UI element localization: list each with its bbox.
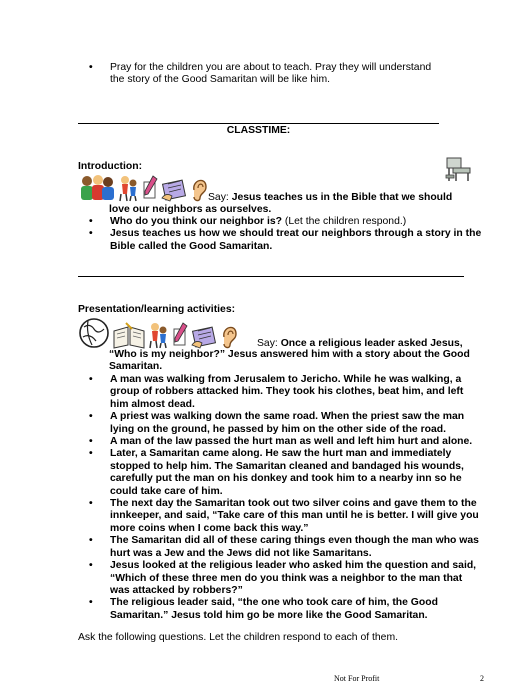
list-item	[80, 374, 525, 411]
question-text: Who do you think our neighbor is?	[110, 216, 283, 227]
classroom-desk-icon	[444, 155, 472, 183]
list-line: Jesus looked at the religious leader who asked him the question and said,	[110, 560, 477, 572]
list-line: hurt was a Jew and the Jews did not like Samaritans.	[110, 547, 372, 559]
list-line: Jesus teaches us how we should treat our neighbors through a story in the	[110, 228, 482, 240]
question-note: (Let the children respond.)	[282, 216, 407, 227]
list-line: A priest was walking down the same road. When the priest saw the man	[110, 411, 465, 423]
list-line: A man was walking from Jerusalem to Jericho. While he was walking, a	[110, 374, 462, 385]
list-line: more coins when I come back this way.”	[110, 522, 309, 534]
presentation-say-continuation	[109, 349, 470, 374]
hand-writing-icon	[160, 176, 188, 202]
list-item	[80, 436, 525, 448]
say-text: Once a religious leader asked Jesus,	[280, 338, 463, 349]
list-item	[80, 228, 520, 253]
list-line: him almost dead.	[110, 398, 195, 410]
list-item	[80, 216, 520, 228]
say-text: “Who is my neighbor?” Jesus answered him with a story about the Good	[109, 349, 470, 360]
list-item	[80, 597, 525, 622]
open-bible-icon	[112, 321, 146, 349]
section-divider	[78, 276, 464, 277]
list-line: “Which of these three men do you think was a neighbor to the man that	[110, 572, 463, 584]
list-line: A man of the law passed the hurt man as well and left him hurt and alone.	[110, 436, 473, 448]
intro-list	[80, 216, 520, 253]
list-line: group of robbers attacked him. They took his clothes, beat him, and left	[110, 386, 464, 398]
list-line: The next day the Samaritan took out two silver coins and gave them to the	[110, 498, 477, 510]
list-line: Bible called the Good Samaritan.	[110, 240, 273, 252]
list-line: could take care of him.	[110, 485, 223, 497]
list-line: carefully put the man on his donkey and took him to a nearby inn so he	[110, 473, 462, 485]
pencil-paper-icon	[142, 174, 158, 202]
list-item	[80, 535, 525, 560]
intro-icon-strip	[78, 172, 208, 202]
list-line: The Samaritan did all of these caring things even though the man who was	[110, 535, 479, 547]
children-play-icon	[148, 321, 170, 349]
introduction-heading: Introduction:	[78, 161, 143, 172]
presentation-icon-strip	[78, 315, 238, 349]
prep-line: Pray for the children you are about to teach. Pray they will understand	[110, 62, 432, 73]
intro-say-continuation: love our neighbors as ourselves.	[109, 204, 272, 215]
ear-icon	[190, 176, 208, 202]
pencil-paper-icon	[172, 321, 188, 349]
children-play-icon	[118, 174, 140, 202]
list-line: was attacked by robbers?”	[110, 584, 243, 596]
page-number: 2	[480, 674, 484, 683]
ear-icon	[220, 323, 238, 349]
story-list	[80, 374, 525, 622]
presentation-heading: Presentation/learning activities:	[78, 304, 236, 315]
list-item	[80, 62, 510, 87]
footer-label: Not For Profit	[334, 674, 380, 683]
globe-head-icon	[78, 317, 110, 349]
list-item	[80, 411, 525, 436]
say-label: Say:	[208, 192, 229, 203]
list-item	[80, 498, 525, 535]
classtime-heading: CLASSTIME:	[226, 125, 291, 136]
prep-list	[80, 62, 510, 87]
list-item	[80, 560, 525, 597]
list-line: lying on the ground, he passed by him on the other side of the road.	[110, 423, 446, 435]
list-line: The religious leader said, “the one who took care of him, the Good	[110, 597, 438, 609]
prep-line: the story of the Good Samaritan will be like him.	[110, 74, 331, 86]
list-line: stopped to help him. The Samaritan cleaned and bandaged his wounds,	[110, 460, 464, 472]
say-text: Jesus teaches us in the Bible that we should	[231, 192, 453, 203]
say-text: Samaritan.	[109, 361, 163, 373]
list-line: Samaritan.” Jesus told him go be more like the Good Samaritan.	[110, 609, 428, 621]
children-group-icon	[78, 174, 116, 202]
say-label: Say:	[257, 338, 278, 349]
hand-writing-icon	[190, 323, 218, 349]
list-line: Later, a Samaritan came along. He saw the hurt man and immediately	[110, 448, 452, 460]
list-item	[80, 448, 525, 498]
list-line: innkeeper, and said, “Take care of this man until he is better. I will give you	[110, 510, 479, 522]
closing-instruction: Ask the following questions. Let the children respond to each of them.	[78, 632, 398, 643]
